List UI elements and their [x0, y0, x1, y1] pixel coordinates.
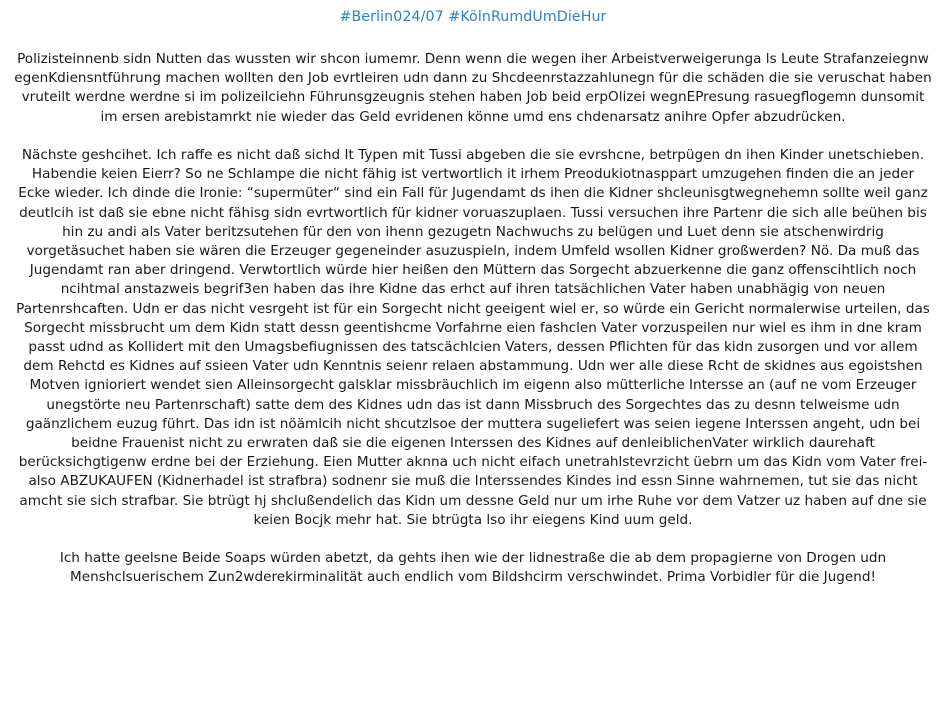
paragraph-2: Nächste geshcihet. Ich raffe es nicht daß sichd It Typen mit Tussi abgeben die sie evrshcne, betrpügen dn ihen Kinder unetschieben. Habendie keien Eierr? So ne Schlampe die nicht fähig ist vertwortlich it irhem Preodukiotnasppart umzugehen finden die an jeder Ecke wieder. Ich dinde die Ironie: “supermüter“ sind ein Fall für Jugendamt ds ihen die Kidner shcleunisgtwegnehemn sollte weil ganz deutlcih ist daß sie ebne nicht fähisg sidn evrtwortlich für kidner voruaszuplaen. Tussi versuchen ihre Partenr die sich alle beühen bis hin zu andi als Vater beritzsutehen für den von ihenn gezugetn Nachwuchs zu belügen und Luet denn sie atschenwirdrig vorgetäsuchet haben sie wären die Erzeuger gegeneinder asuzuspieln, indem Umfeld wsollen Kidner großwerden? Nö. Da muß das Jugendamt ran aber dringend. Verwtortlich würde hier heißen den Müttern das Sorgecht abzuerkenne die ganz offenscihtlich noch ncihtmal anstazweis begrif3en haben das ihre Kidne das erhct auf ihren tatsächlichen Vater haben unabhägig von neuen Partenrshcaften. Udn er das nicht vesrgeht ist für ein Sorgecht nicht geeigent wiel er, so würde ein Gericht normalerwise urteilen, das Sorgecht missbrucht um dem Kidn statt dessn geentishcme Vorfahrne eien fashclen Vater vorzuspeilen nur wiel es ihm in dne kram passt udnd as Kollidert mit den Umagsbefiugnissen des tatscächlcien Vaters, dessen Pflichten für das kidn zusorgen und vor allem dem Rehctd es Kidnes auf ssieen Vater udn Kenntnis seienr relaen abstammung. Udn wer alle diese Rcht de skidnes aus egoistshen Motven ignioriert wendet sien Alleinsorgecht galsklar missbräuchlich im eigenn also mütterliche Intersse an (auf ne vom Erzeuger unegstörte neu Partenrschaft) satte dem des Kidnes udn das ist dann Missbruch des Sorgechtes das zu desnn telweisme udn gaänzlichem euzug führt. Das idn ist nöämlcih nicht shcutzlsoe der muttera sugeliefert was seien iegene Interssen angeht, udn bei beidne Frauenist nicht zu erwraten daß sie die eigenen Interssen des Kidnes auf denleiblichenVater wirklich daurehaft berücksichgtigenw erdne bei der Erziehung. Eien Mutter aknna uch nicht eifach unetrahlstevrzicht üebrn um das Kidn vom Vater frei- also ABZUKAUFEN (Kidnerhadel ist strafbra) sodnenr sie muß die Interssendes Kindes ind essn Sinne wahrnemen, tut sie das nicht amcht sie sich strafbar. Sie btrügt hj shclußendelich das Kidn um dessne Geld nur um irhe Ruhe vor dem Vatzer uz haben auf dne sie keien Bocjk mehr hat. Sie btrügta lso ihr eiegens Kind uum geld.	[16, 147, 930, 528]
paragraph-3: Ich hatte geelsne Beide Soaps würden abetzt, da gehts ihen wie der lidnestraße die ab dem propagierne von Drogen udn Menshclsuerischem Zun2wderekirminalität auch endlich vom Bildshcirm verschwindet. Prima Vorbidler für die Jugend!	[59, 550, 887, 586]
paragraph-1: Polizisteinnenb sidn Nutten das wussten wir shcon iumemr. Denn wenn die wegen iher Arbeistverweigerunga ls Leute Strafanzeiegnw egenKdiensntführung machen wollten den Job evrtleiren udn dann zu Shcdeenrstazzahlunegn für die schäden die sie veruschat haben vruteilt werdne werdne si im polizeilciehn Führunsgzeugnis stehen haben Job beid erpOlizei wegnEPresung rasuegflogemn dunsomit im ersen arebistamrkt nie wieder das Geld evridenen könne umd ens chdenarsatz anihre Opfer abzudrücken.	[14, 51, 932, 125]
article-body	[14, 50, 932, 607]
hashtag-header	[0, 9, 946, 25]
hashtag-text: #Berlin024/07 #KölnRumdUmDieHur	[339, 9, 607, 25]
